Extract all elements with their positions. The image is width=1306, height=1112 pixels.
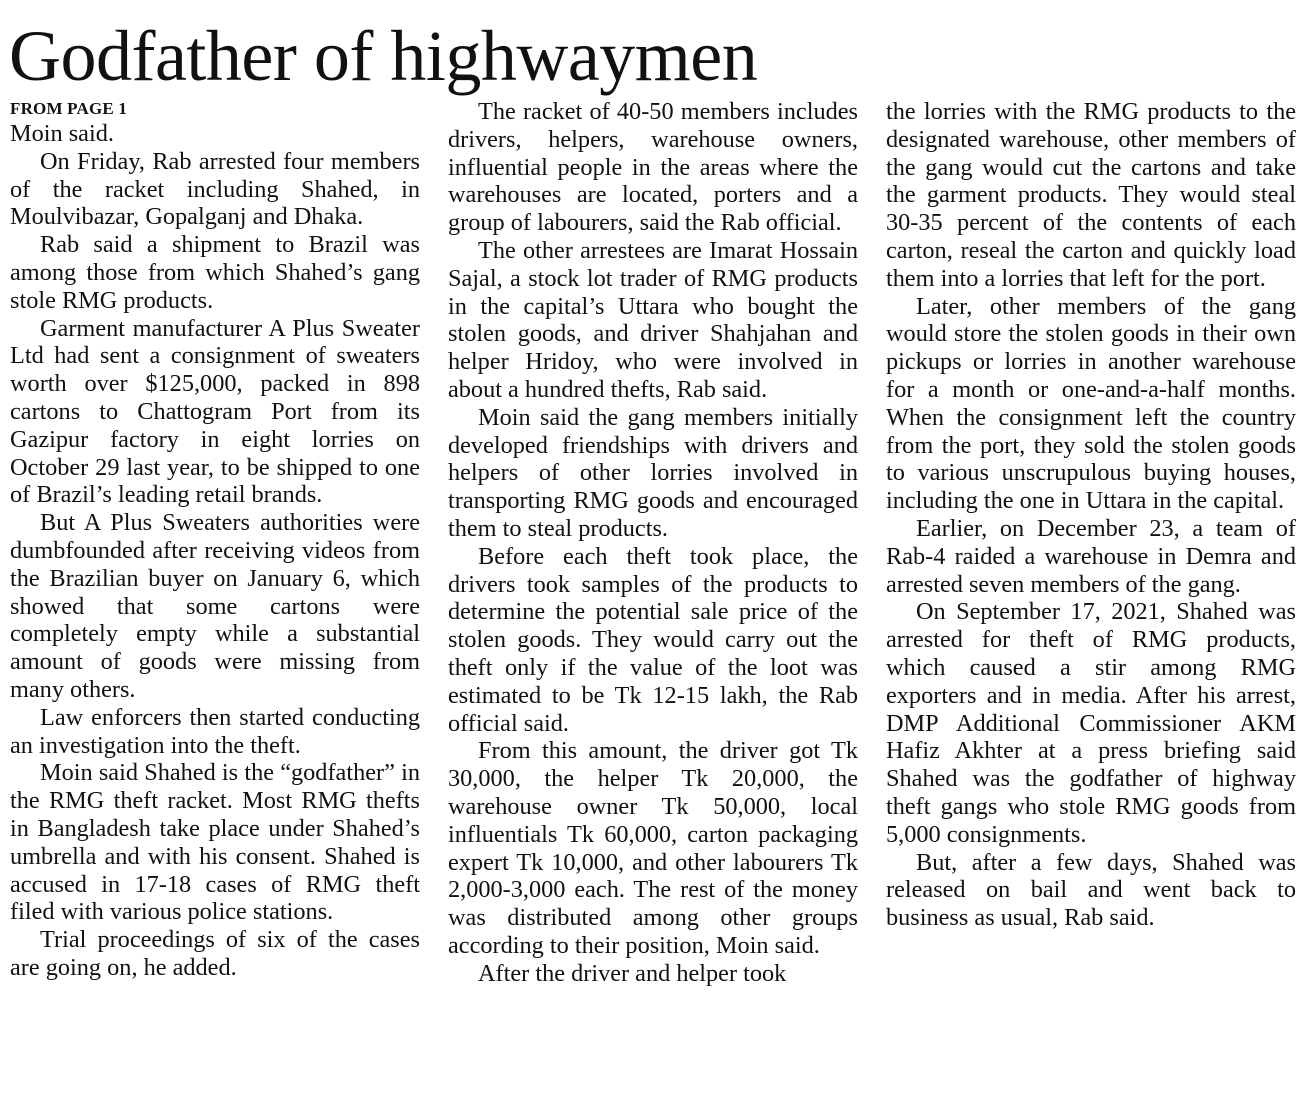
article-column-3 xyxy=(886,98,1296,932)
paragraph: The other arrestees are Imarat Hossain Sajal, a stock lot trader of RMG products in the capital’s Uttara who bought the stolen goods, and driver Shahjahan and helper Hridoy, who were involved in about a hundred thefts, Rab said. xyxy=(448,236,858,403)
headline: Godfather of highwaymen xyxy=(9,16,758,96)
article-column-1 xyxy=(10,98,420,982)
paragraph: On Friday, Rab arrested four members of the racket including Shahed, in Moulvibazar, Gopalganj and Dhaka. xyxy=(10,147,420,231)
paragraph: Trial proceedings of six of the cases are going on, he added. xyxy=(10,926,420,981)
jump-label: FROM PAGE 1 xyxy=(10,99,128,118)
paragraph: Garment manufacturer A Plus Sweater Ltd had sent a consignment of sweaters worth over $125,000, packed in 898 cartons to Chattogram Port from its Gazipur factory in eight lorries on October 29 last year, to be shipped to one of Brazil’s leading retail brands. xyxy=(10,314,420,509)
paragraph: After the driver and helper took xyxy=(478,959,787,987)
paragraph: Later, other members of the gang would store the stolen goods in their own pickups or lorries in another warehouse for a month or one-and-a-half months. When the consignment left the country from the port, they sold the stolen goods to various unscrupulous buying houses, including the one in Uttara in the capital. xyxy=(886,292,1296,515)
paragraph: Before each theft took place, the drivers took samples of the products to determine the potential sale price of the stolen goods. They would carry out the theft only if the value of the loot was estimated to be Tk 12-15 lakh, the Rab official said. xyxy=(448,542,858,737)
paragraph: The racket of 40-50 members includes drivers, helpers, warehouse owners, influential people in the areas where the warehouses are located, porters and a group of labourers, said the Rab official. xyxy=(448,98,858,237)
article-column-2 xyxy=(448,98,858,988)
paragraph: Moin said the gang members initially developed friendships with drivers and helpers of other lorries involved in transporting RMG goods and encouraged them to steal products. xyxy=(448,403,858,542)
paragraph: Moin said Shahed is the “godfather” in the RMG theft racket. Most RMG thefts in Bangladesh take place under Shahed’s umbrella and with his consent. Shahed is accused in 17-18 cases of RMG theft filed with various police stations. xyxy=(10,759,420,926)
paragraph: Earlier, on December 23, a team of Rab-4 raided a warehouse in Demra and arrested seven members of the gang. xyxy=(886,514,1296,598)
paragraph: But A Plus Sweaters authorities were dumbfounded after receiving videos from the Brazilian buyer on January 6, which showed that some cartons were completely empty while a substantial amount of goods were missing from many others. xyxy=(10,509,420,703)
paragraph: Rab said a shipment to Brazil was among those from which Shahed’s gang stole RMG products. xyxy=(10,231,420,314)
paragraph: But, after a few days, Shahed was released on bail and went back to business as usual, Rab said. xyxy=(886,848,1296,932)
paragraph: Law enforcers then started conducting an investigation into the theft. xyxy=(10,703,420,759)
paragraph: the lorries with the RMG products to the designated warehouse, other members of the gang would cut the cartons and take the garment products. They would steal 30-35 percent of the contents of each carton, reseal the carton and quickly load them into a lorries that left for the port. xyxy=(886,98,1296,292)
paragraph: From this amount, the driver got Tk 30,000, the helper Tk 20,000, the warehouse owner Tk 50,000, local influentials Tk 60,000, carton packaging expert Tk 10,000, and other labourers Tk 2,000-3,000 each. The rest of the money was distributed among other groups according to their position, Moin said. xyxy=(448,737,858,959)
paragraph: Moin said. xyxy=(10,120,114,147)
paragraph: On September 17, 2021, Shahed was arrested for theft of RMG products, which caused a stir among RMG exporters and in media. After his arrest, DMP Additional Commissioner AKM Hafiz Akhter at a press briefing said Shahed was the godfather of highway theft gangs who stole RMG goods from 5,000 consignments. xyxy=(886,598,1296,848)
